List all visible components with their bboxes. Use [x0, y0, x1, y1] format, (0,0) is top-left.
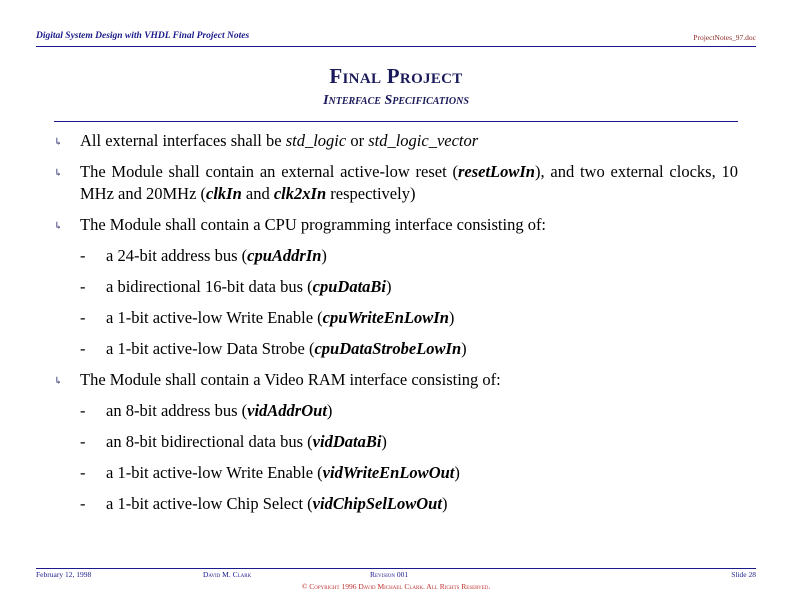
dash-marker: -	[80, 277, 86, 296]
signal-name: vidWriteEnLowOut	[322, 463, 455, 482]
sub-text: a 24-bit address bus (	[106, 246, 248, 265]
dash-marker: -	[80, 246, 86, 265]
footer-author: David M. Clark	[203, 570, 252, 579]
sub-text: a 1-bit active-low Write Enable (	[106, 308, 323, 327]
signal-name: cpuDataBi	[312, 277, 386, 296]
type-name: std_logic	[285, 131, 347, 150]
sub-text: )	[448, 308, 455, 327]
signal-name: vidDataBi	[312, 432, 382, 451]
bullet-item	[54, 214, 738, 236]
bullet-text: All external interfaces shall be	[80, 131, 286, 150]
header-rule	[36, 46, 756, 47]
signal-name: cpuWriteEnLowIn	[322, 308, 449, 327]
page-title: Final Project	[329, 64, 463, 88]
page-subtitle: Interface Specifications	[323, 93, 469, 108]
bullet-item	[54, 130, 738, 152]
signal-name: vidChipSelLowOut	[312, 494, 442, 513]
header-filename: ProjectNotes_97.doc	[693, 33, 756, 42]
sub-item	[54, 276, 738, 298]
bullet-text: respectively)	[326, 184, 416, 203]
signal-name: vidAddrOut	[247, 401, 327, 420]
bullet-text: The Module shall contain a CPU programming interface consisting of:	[80, 215, 547, 234]
sub-text: an 8-bit address bus (	[106, 401, 248, 420]
signal-name: cpuAddrIn	[247, 246, 322, 265]
sub-text: )	[461, 339, 467, 358]
arrow-bullet-icon: ↳	[54, 137, 63, 148]
sub-text: a bidirectional 16-bit data bus (	[106, 277, 313, 296]
dash-marker: -	[80, 401, 86, 420]
dash-marker: -	[80, 494, 86, 513]
bullet-text: and	[241, 184, 274, 203]
header-doc-title: Digital System Design with VHDL Final Project Notes	[36, 31, 250, 41]
sub-item	[54, 431, 738, 453]
sub-text: )	[321, 246, 327, 265]
sub-item	[54, 245, 738, 267]
sub-item	[54, 338, 738, 360]
title-rule	[54, 121, 738, 122]
type-name: std_logic_vector	[368, 131, 479, 150]
sub-text: )	[326, 401, 333, 420]
sub-text: )	[441, 494, 448, 513]
bullet-text: The Module shall contain an external active-low reset (	[80, 162, 458, 181]
sub-item	[54, 462, 738, 484]
bullet-text: The Module shall contain a Video RAM interface consisting of:	[80, 370, 501, 389]
signal-name: cpuDataStrobeLowIn	[314, 339, 462, 358]
arrow-bullet-icon: ↳	[54, 168, 63, 179]
signal-name: resetLowIn	[457, 162, 535, 181]
sub-item	[54, 493, 738, 515]
bullet-text: or	[346, 131, 369, 150]
footer-slide-number: Slide 28	[731, 570, 756, 579]
arrow-bullet-icon: ↳	[54, 221, 63, 232]
bullet-text: ), and two external clocks, 10 MHz and 20MHz (	[80, 162, 738, 203]
sub-text: )	[386, 277, 392, 296]
signal-name: clkIn	[206, 184, 242, 203]
slide-content	[54, 130, 738, 524]
sub-text: an 8-bit bidirectional data bus (	[106, 432, 313, 451]
sub-item	[54, 400, 738, 422]
sub-item	[54, 307, 738, 329]
sub-text: )	[381, 432, 387, 451]
dash-marker: -	[80, 308, 86, 327]
bullet-item	[54, 161, 738, 205]
dash-marker: -	[80, 339, 86, 358]
signal-name: clk2xIn	[273, 184, 327, 203]
sub-text: )	[454, 463, 460, 482]
sub-text: a 1-bit active-low Write Enable (	[106, 463, 323, 482]
footer-copyright: © Copyright 1996 David Michael Clark. All Rights Reserved.	[301, 582, 491, 591]
footer-rule	[36, 568, 756, 569]
footer-revision: Revision 001	[370, 570, 409, 579]
bullet-item	[54, 369, 738, 391]
arrow-bullet-icon: ↳	[54, 376, 63, 387]
dash-marker: -	[80, 463, 86, 482]
footer-date: February 12, 1998	[36, 570, 92, 579]
dash-marker: -	[80, 432, 86, 451]
sub-text: a 1-bit active-low Chip Select (	[106, 494, 313, 513]
sub-text: a 1-bit active-low Data Strobe (	[106, 339, 315, 358]
